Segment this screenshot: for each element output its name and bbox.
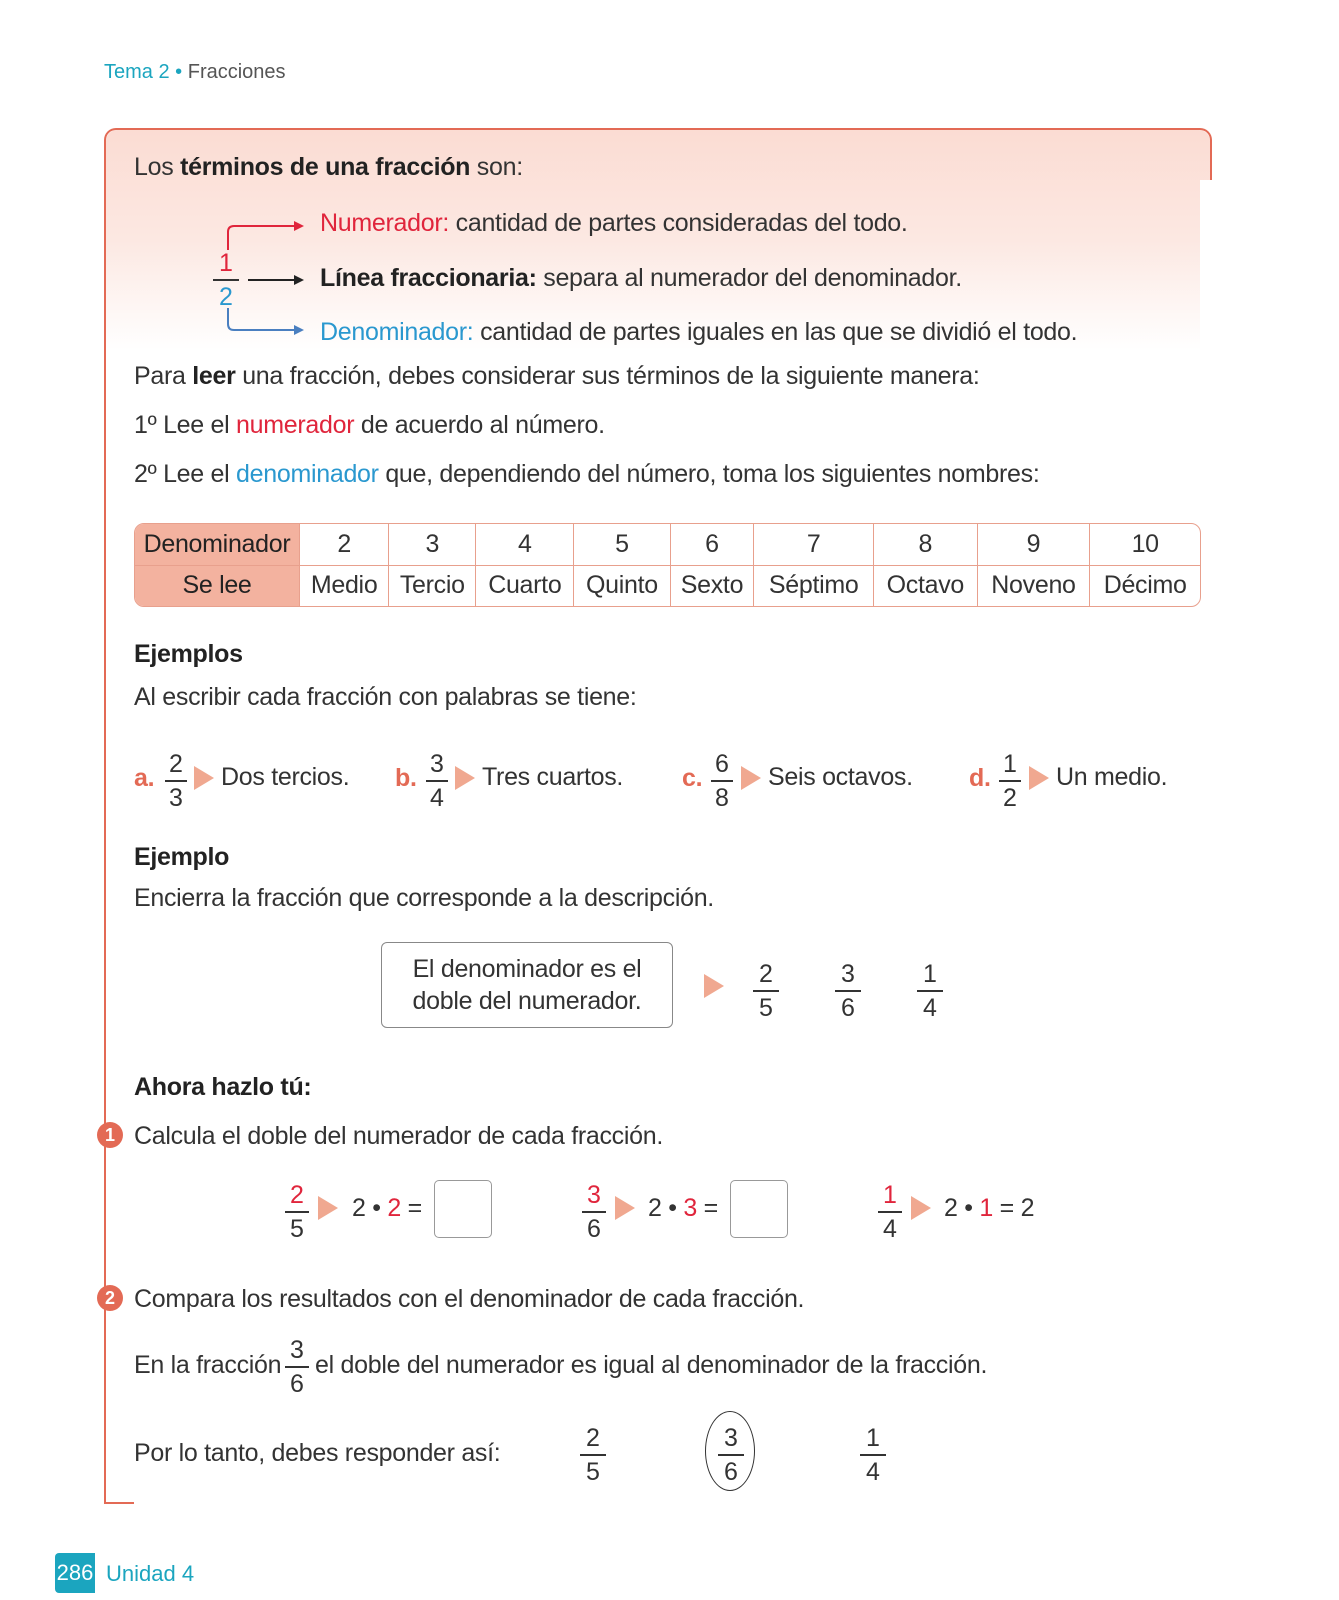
question-number-badge: 1 xyxy=(97,1122,123,1148)
calc-factor: 2 xyxy=(387,1194,401,1222)
fraction-numerator: 1 xyxy=(883,1181,897,1209)
table-cell: Medio xyxy=(300,566,389,607)
description-line-2: doble del numerador. xyxy=(412,987,642,1015)
example-letter: a. xyxy=(134,764,155,792)
example-fraction xyxy=(426,749,448,813)
fraction-bar xyxy=(285,1211,309,1213)
numerador-desc: cantidad de partes consideradas del todo. xyxy=(449,209,908,237)
table-cell: 2 xyxy=(300,524,389,566)
table-cell: Décimo xyxy=(1103,571,1187,600)
step1-post: de acuerdo al número. xyxy=(354,411,605,439)
example-fraction xyxy=(999,749,1021,813)
example-letter: c. xyxy=(682,764,703,792)
fraction-numerator: 1 xyxy=(923,960,937,988)
table-header-se-lee: Se lee xyxy=(135,566,300,607)
example-fraction xyxy=(711,749,733,813)
calc-expression xyxy=(648,1194,718,1223)
compare-post: el doble del numerador es igual al denominador de la fracción. xyxy=(315,1351,988,1379)
example-words: Un medio. xyxy=(1056,763,1168,791)
intro-text xyxy=(134,153,523,182)
fraction-denominator: 5 xyxy=(759,993,773,1022)
fraction-bar xyxy=(426,780,448,782)
fraction-numerator: 3 xyxy=(430,750,444,778)
step2-pre: 2º Lee el xyxy=(134,460,237,488)
answer-input-box[interactable] xyxy=(434,1180,492,1238)
fraction-denominator: 8 xyxy=(715,783,729,812)
fraction-numerator: 3 xyxy=(841,960,855,988)
fraction-numerator: 2 xyxy=(290,1181,304,1209)
arrow-icon xyxy=(741,766,761,790)
fraction-bar xyxy=(711,780,733,782)
fraction-numerator: 3 xyxy=(587,1181,601,1209)
table-cell: Noveno xyxy=(978,566,1091,607)
numerador-label: Numerador: xyxy=(320,209,449,237)
answer-option-fraction[interactable] xyxy=(580,1423,606,1487)
compare-fraction xyxy=(285,1335,309,1399)
fraction-denominator: 6 xyxy=(841,993,855,1022)
fraction-denominator: 6 xyxy=(290,1369,304,1398)
calc-fraction xyxy=(878,1180,902,1244)
answer-text: Por lo tanto, debes responder así: xyxy=(134,1439,501,1467)
compare-pre: En la fracción xyxy=(134,1351,282,1379)
answer-input-box[interactable] xyxy=(730,1180,788,1238)
unit-label: Unidad 4 xyxy=(106,1561,195,1586)
description-box xyxy=(381,942,673,1028)
question-number-badge: 2 xyxy=(97,1285,123,1311)
table-cell: 5 xyxy=(574,524,670,566)
practice-title: Ahora hazlo tú: xyxy=(134,1073,312,1101)
table-row-names xyxy=(135,566,1200,607)
denominador-desc: cantidad de partes iguales en las que se dividió el todo. xyxy=(473,318,1078,346)
fraction-denominator: 6 xyxy=(587,1214,601,1243)
fraction-bar xyxy=(878,1211,902,1213)
option-fraction[interactable] xyxy=(917,959,943,1023)
calc-equals: = xyxy=(999,1194,1014,1222)
fraction-denominator: 4 xyxy=(430,783,444,812)
answer-option-fraction-circled[interactable] xyxy=(718,1423,744,1487)
denominator-names-table xyxy=(134,523,1201,607)
reading-bold: leer xyxy=(192,362,236,390)
calc-expression xyxy=(944,1194,1034,1223)
fraction-denominator: 4 xyxy=(866,1457,880,1486)
fraction-bar xyxy=(580,1454,606,1456)
fraction-numerator: 2 xyxy=(169,750,183,778)
table-cell: 4 xyxy=(476,524,574,566)
fraction-numerator: 3 xyxy=(724,1424,738,1452)
calc-equals: = xyxy=(407,1194,422,1222)
calc-factor: 1 xyxy=(979,1194,993,1222)
ejemplos-title: Ejemplos xyxy=(134,640,243,668)
step2-post: que, dependiendo del número, toma los siguientes nombres: xyxy=(378,460,1040,488)
reading-post: una fracción, debes considerar sus términos de la siguiente manera: xyxy=(235,362,980,390)
question-1-text: Calcula el doble del numerador de cada fracción. xyxy=(134,1122,663,1150)
intro-pre: Los xyxy=(134,153,181,181)
table-row-numbers xyxy=(135,524,1200,566)
ejemplo-text: Encierra la fracción que corresponde a la descripción. xyxy=(134,884,714,912)
table-cell: Sexto xyxy=(671,566,755,607)
fraction-numerator: 2 xyxy=(759,960,773,988)
fraction-bar xyxy=(860,1454,886,1456)
calc-result: 2 xyxy=(1020,1194,1035,1222)
denominador-label: Denominador: xyxy=(320,318,474,346)
arrow-icon xyxy=(1029,766,1049,790)
arrow-icon xyxy=(455,766,475,790)
calc-expr: 2 • xyxy=(648,1194,677,1222)
table-cell: Tercio xyxy=(389,566,476,607)
topic-subject: Fracciones xyxy=(187,61,286,83)
arrow-icon xyxy=(704,974,724,998)
option-fraction[interactable] xyxy=(835,959,861,1023)
fraction-denominator: 5 xyxy=(290,1214,304,1243)
frame-mask xyxy=(1200,180,1220,1520)
example-fraction xyxy=(165,749,187,813)
topic-label: Tema 2 xyxy=(104,61,170,83)
step1-pre: 1º Lee el xyxy=(134,411,237,439)
calc-expr: 2 • xyxy=(352,1194,381,1222)
calc-equals: = xyxy=(703,1194,718,1222)
answer-option-fraction[interactable] xyxy=(860,1423,886,1487)
fraction-numerator: 1 xyxy=(1003,750,1017,778)
step2-highlight: denominador xyxy=(236,460,379,488)
table-cell: Séptimo xyxy=(754,566,874,607)
table-cell: 6 xyxy=(671,524,755,566)
fraction-numerator: 3 xyxy=(290,1336,304,1364)
table-cell: Quinto xyxy=(574,566,670,607)
ejemplos-text: Al escribir cada fracción con palabras se tiene: xyxy=(134,683,637,711)
diagram-fraction xyxy=(213,248,239,312)
ejemplo-title: Ejemplo xyxy=(134,843,230,871)
step1-highlight: numerador xyxy=(236,411,355,439)
table-cell: Cuarto xyxy=(476,566,574,607)
arrow-icon xyxy=(194,766,214,790)
fraction-bar xyxy=(999,780,1021,782)
fraction-numerator: 2 xyxy=(586,1424,600,1452)
option-fraction[interactable] xyxy=(753,959,779,1023)
example-words: Tres cuartos. xyxy=(482,763,624,791)
example-letter: b. xyxy=(395,764,417,792)
term-linea xyxy=(320,264,962,293)
fraction-denominator: 3 xyxy=(169,783,183,812)
linea-desc: separa al numerador del denominador. xyxy=(536,264,962,292)
reading-step-1 xyxy=(134,411,605,440)
description-line-1: El denominador es el xyxy=(412,955,642,983)
intro-post: son: xyxy=(470,153,523,181)
reading-intro xyxy=(134,362,979,391)
arrow-icon xyxy=(911,1196,931,1220)
fraction-bar xyxy=(582,1211,606,1213)
linea-label: Línea fraccionaria: xyxy=(320,264,537,292)
header-separator: • xyxy=(175,61,183,83)
calc-expr: 2 • xyxy=(944,1194,973,1222)
table-cell: 10 xyxy=(1090,524,1200,566)
table-header-denominador: Denominador xyxy=(135,524,300,566)
calc-factor: 3 xyxy=(683,1194,697,1222)
table-cell: 7 xyxy=(754,524,874,566)
calc-fraction xyxy=(582,1180,606,1244)
fraction-bar xyxy=(835,990,861,992)
fraction-denominator: 5 xyxy=(586,1457,600,1486)
example-words: Dos tercios. xyxy=(221,763,350,791)
fraction-bar xyxy=(165,780,187,782)
diagram-denominator: 2 xyxy=(219,282,233,311)
term-denominador xyxy=(320,318,1077,347)
frame-bottom-line xyxy=(104,1502,134,1504)
example-letter: d. xyxy=(969,764,991,792)
table-cell: Octavo xyxy=(874,566,978,607)
fraction-bar xyxy=(213,279,239,281)
arrow-icon xyxy=(318,1196,338,1220)
page-number: 286 xyxy=(55,1553,95,1593)
reading-pre: Para xyxy=(134,362,193,390)
fraction-denominator: 4 xyxy=(923,993,937,1022)
intro-bold: términos de una fracción xyxy=(180,153,471,181)
arrow-icon xyxy=(615,1196,635,1220)
fraction-bar xyxy=(718,1454,744,1456)
calc-expression xyxy=(352,1194,422,1223)
calc-fraction xyxy=(285,1180,309,1244)
page-header xyxy=(104,61,286,84)
table-cell: 8 xyxy=(874,524,978,566)
table-cell: 3 xyxy=(389,524,476,566)
fraction-denominator: 4 xyxy=(883,1214,897,1243)
term-numerador xyxy=(320,209,908,238)
fraction-bar xyxy=(917,990,943,992)
fraction-denominator: 6 xyxy=(724,1457,738,1486)
example-words: Seis octavos. xyxy=(768,763,913,791)
fraction-bar xyxy=(285,1366,309,1368)
diagram-numerator: 1 xyxy=(219,249,233,277)
reading-step-2 xyxy=(134,460,1040,489)
fraction-denominator: 2 xyxy=(1003,783,1017,812)
table-cell: 9 xyxy=(978,524,1091,566)
fraction-numerator: 6 xyxy=(715,750,729,778)
question-2-text: Compara los resultados con el denominador de cada fracción. xyxy=(134,1285,805,1313)
fraction-bar xyxy=(753,990,779,992)
fraction-numerator: 1 xyxy=(866,1424,880,1452)
